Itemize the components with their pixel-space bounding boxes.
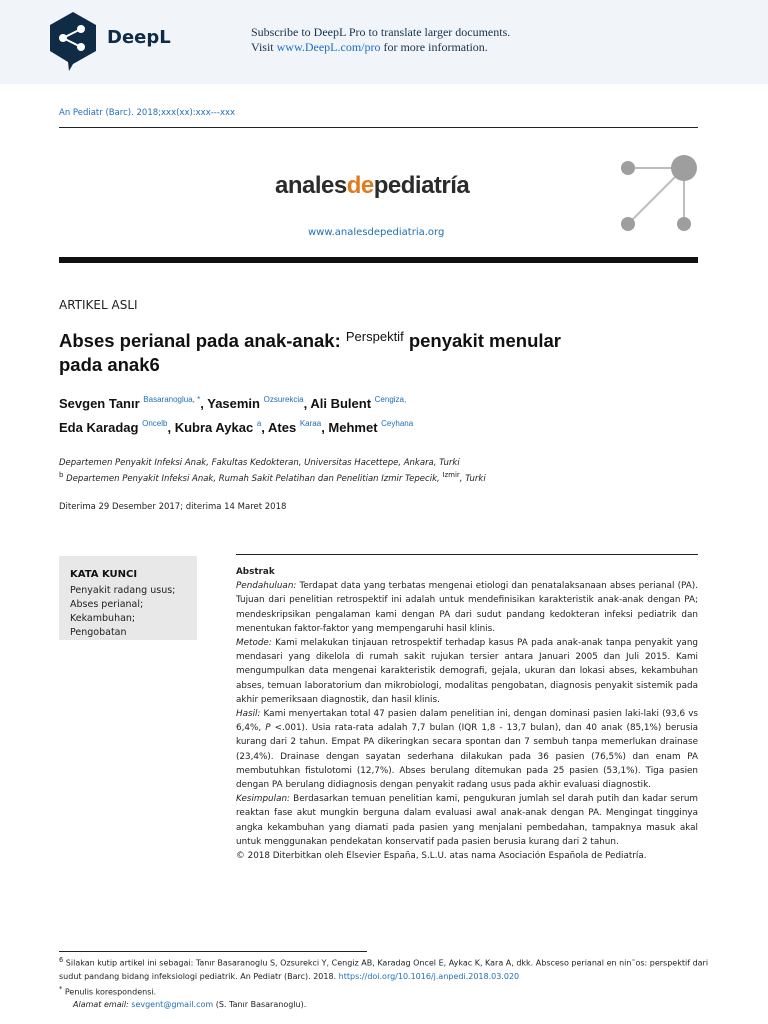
title-part-1: Abses perianal pada anak-anak: — [59, 330, 346, 351]
deepl-banner — [0, 0, 768, 84]
abstract-methods — [236, 636, 698, 707]
article-type: ARTIKEL ASLI — [59, 298, 138, 312]
methods-text: Kami melakukan tinjauan retrospektif terhadap kasus PA pada anak-anak tanpa penyakit yang mendasari yang dikelola di rumah sakit rujukan tersier antara Januari 2005 dan Juli 2015. Kami mengumpulkan data mengenai karakteristik demografi, gejala, ukuran dan lokasi abses, kekambuhan abses, temuan laboratorium dan mikrobiologi, modalitas pengobatan, diagnosis penyakit sistemik pada akhir pemeriksaan diagnostik, dan hasil klinis. — [236, 638, 698, 705]
author-affiliation-link[interactable]: Cengiza, — [374, 395, 407, 404]
keyword-item: Pengobatan — [70, 627, 127, 638]
affiliation-b-sup: Izmir — [442, 471, 460, 479]
promo-more-info-text: for more information. — [380, 40, 488, 54]
promo-line-1: Subscribe to DeepL Pro to translate larger documents. — [251, 25, 511, 39]
footnote-divider — [59, 951, 367, 952]
author-affiliation-link[interactable]: Ceyhana — [381, 419, 414, 428]
journal-url-link[interactable]: www.analesdepediatria.org — [308, 227, 445, 238]
article-title — [59, 325, 659, 377]
author-affiliation-link[interactable]: Basaranoglua, * — [143, 395, 201, 404]
citation-footnote-text: Silakan kutip artikel ini sebagai: Tanır Basaranoglu S, Ozsurekci Y, Cengiz AB, Karadag Oncel E, Aykac K, Kara A, dkk. Absceso perianal en nin˜os: perspektif dari sudut pandang bidang infeksiologi pediatrik. An Pediatr (Barc). 2018. — [59, 958, 709, 981]
author-affiliation-link[interactable]: Ozsurekcia — [263, 395, 304, 404]
promo-line-2 — [251, 40, 510, 55]
author-separator: , — [261, 420, 269, 435]
journal-name-accent: de — [346, 172, 374, 199]
promo-visit-text: Visit — [251, 40, 277, 54]
corresponding-text: Penulis korespondensi. — [62, 987, 157, 997]
doi-link[interactable]: https://doi.org/10.1016/j.anpedi.2018.03.020 — [338, 971, 520, 981]
corresponding-marker: * — [59, 984, 63, 993]
author-affiliation-link[interactable]: Karaa — [299, 419, 322, 428]
deepl-logo-icon[interactable] — [47, 10, 99, 72]
keyword-item: Abses perianal; — [70, 599, 144, 610]
affiliation-b-country: , Turki — [459, 473, 486, 484]
corresponding-author-note — [59, 983, 719, 999]
abstract-section — [236, 554, 698, 863]
results-p-value: P — [265, 723, 271, 734]
results-text-a: Kami menyertakan total 47 pasien dalam penelitian ini, dengan dominasi pasien laki-laki (93,6 vs 6,4%, — [236, 709, 698, 734]
author-name: Ali Bulent — [310, 396, 375, 411]
affiliation-a: Departemen Penyakit Infeksi Anak, Fakultas Kedokteran, Universitas Hacettepe, Ankara, Turki — [59, 458, 460, 468]
author-list — [59, 390, 699, 438]
footnote-marker: 6 — [59, 956, 64, 964]
author-name: Eda Karadag — [59, 420, 143, 435]
journal-name-part-2: pediatría — [373, 172, 470, 199]
abstract-results — [236, 707, 698, 792]
email-note — [59, 998, 719, 1011]
deepl-promo-text — [251, 25, 510, 55]
email-owner: (S. Tanır Basaranoglu). — [213, 1000, 307, 1010]
intro-text: Terdapat data yang terbatas mengenai etiologi dan penatalaksanaan abses perianal (PA). Tujuan dari penelitian retrospektif ini adalah untuk mendefinisikan karakteristik anak-anak dengan PA; mendeskripsikan pengalaman kami dengan PA dari sudut pandang kedokteran infeksi pediatrik dan menentukan faktor-faktor yang mempengaruhi hasil klinis. — [236, 581, 698, 634]
abstract-copyright: © 2018 Diterbitkan oleh Elsevier España, S.L.U. atas nama Asociación Española de Pediatría. — [236, 851, 647, 862]
affiliation-b — [59, 471, 486, 484]
title-sup: Perspektif — [345, 329, 404, 344]
masthead-rule — [59, 257, 698, 263]
footnotes — [59, 954, 719, 1011]
author-affiliation-link[interactable]: a — [256, 419, 262, 428]
author-separator: , — [167, 420, 175, 435]
author-separator: , — [303, 396, 311, 411]
intro-label: Pendahuluan: — [236, 581, 297, 592]
methods-label: Metode: — [236, 638, 272, 649]
author-name: Ates — [268, 420, 300, 435]
received-dates: Diterima 29 Desember 2017; diterima 14 Maret 2018 — [59, 502, 287, 512]
keywords-list — [70, 584, 175, 640]
author-name: Yasemin — [207, 396, 264, 411]
conclusion-text: Berdasarkan temuan penelitian kami, pengukuran jumlah sel darah putih dan kadar serum reaktan fase akut mungkin berguna dalam evaluasi awal anak-anak dengan PA. Mengingat tingginya angka kekambuhan yang diamati pada pasien yang menjalani pembedahan, tampaknya masuk akal untuk menggunakan pendekatan konservatif pada pasien berusia kurang dari 2 tahun. — [236, 794, 698, 847]
email-label: Alamat email: — [73, 1000, 129, 1010]
affiliation-b-text: Departemen Penyakit Infeksi Anak, Rumah Sakit Pelatihan dan Penelitian Izmir Tepecik, — [63, 473, 443, 484]
author-separator: , — [200, 396, 208, 411]
abstract-introduction — [236, 579, 698, 636]
results-text-b: <.001). Usia rata-rata adalah 7,7 bulan (IQR 1,8 - 13,7 bulan), dan 40 anak (85,1%) berusia kurang dari 2 tahun. Empat PA dikeringkan secara spontan dan 7 sembuh tanpa memerlukan drainase (23,4%). Drainase dengan sayatan sederhana dilakukan pada 36 pasien (76,5%) dan enam PA membutuhkan fistulotomi (12,7%). Abses berulang ditemukan pada 25 pasien (53,1%). Tiga pasien dengan PA berulang didiagnosis dengan penyakit radang usus pada akhir evaluasi diagnostik. — [236, 723, 698, 791]
author-name: Mehmet — [328, 420, 382, 435]
email-link[interactable]: sevgent@gmail.com — [131, 1000, 214, 1010]
deepl-brand-name[interactable]: DeepL — [107, 27, 171, 48]
journal-network-logo-icon — [614, 150, 704, 240]
affiliation-b-marker: b — [59, 471, 64, 479]
keywords-title: KATA KUNCI — [70, 569, 138, 580]
author-affiliation-link[interactable]: Oncelb — [142, 419, 168, 428]
results-label: Hasil: — [236, 709, 261, 720]
keyword-item: Kekambuhan; — [70, 613, 136, 624]
keywords-box — [59, 556, 197, 640]
journal-name — [275, 172, 469, 200]
journal-citation[interactable]: An Pediatr (Barc). 2018;xxx(xx):xxx---xxx — [59, 108, 236, 118]
title-part-2: penyakit menular — [403, 330, 561, 351]
abstract-heading: Abstrak — [236, 567, 275, 577]
abstract-conclusion — [236, 792, 698, 849]
keyword-item: Penyakit radang usus; — [70, 585, 176, 596]
journal-name-part-1: anales — [275, 172, 347, 199]
author-name: Kubra Aykac — [174, 420, 257, 435]
citation-footnote — [59, 954, 719, 983]
author-separator: , — [321, 420, 329, 435]
header-divider — [59, 127, 698, 128]
title-line-2: pada anak6 — [59, 354, 160, 375]
author-name: Sevgen Tanır — [59, 396, 144, 411]
conclusion-label: Kesimpulan: — [236, 794, 290, 805]
deepl-pro-link[interactable]: www.DeepL.com/pro — [276, 40, 381, 54]
